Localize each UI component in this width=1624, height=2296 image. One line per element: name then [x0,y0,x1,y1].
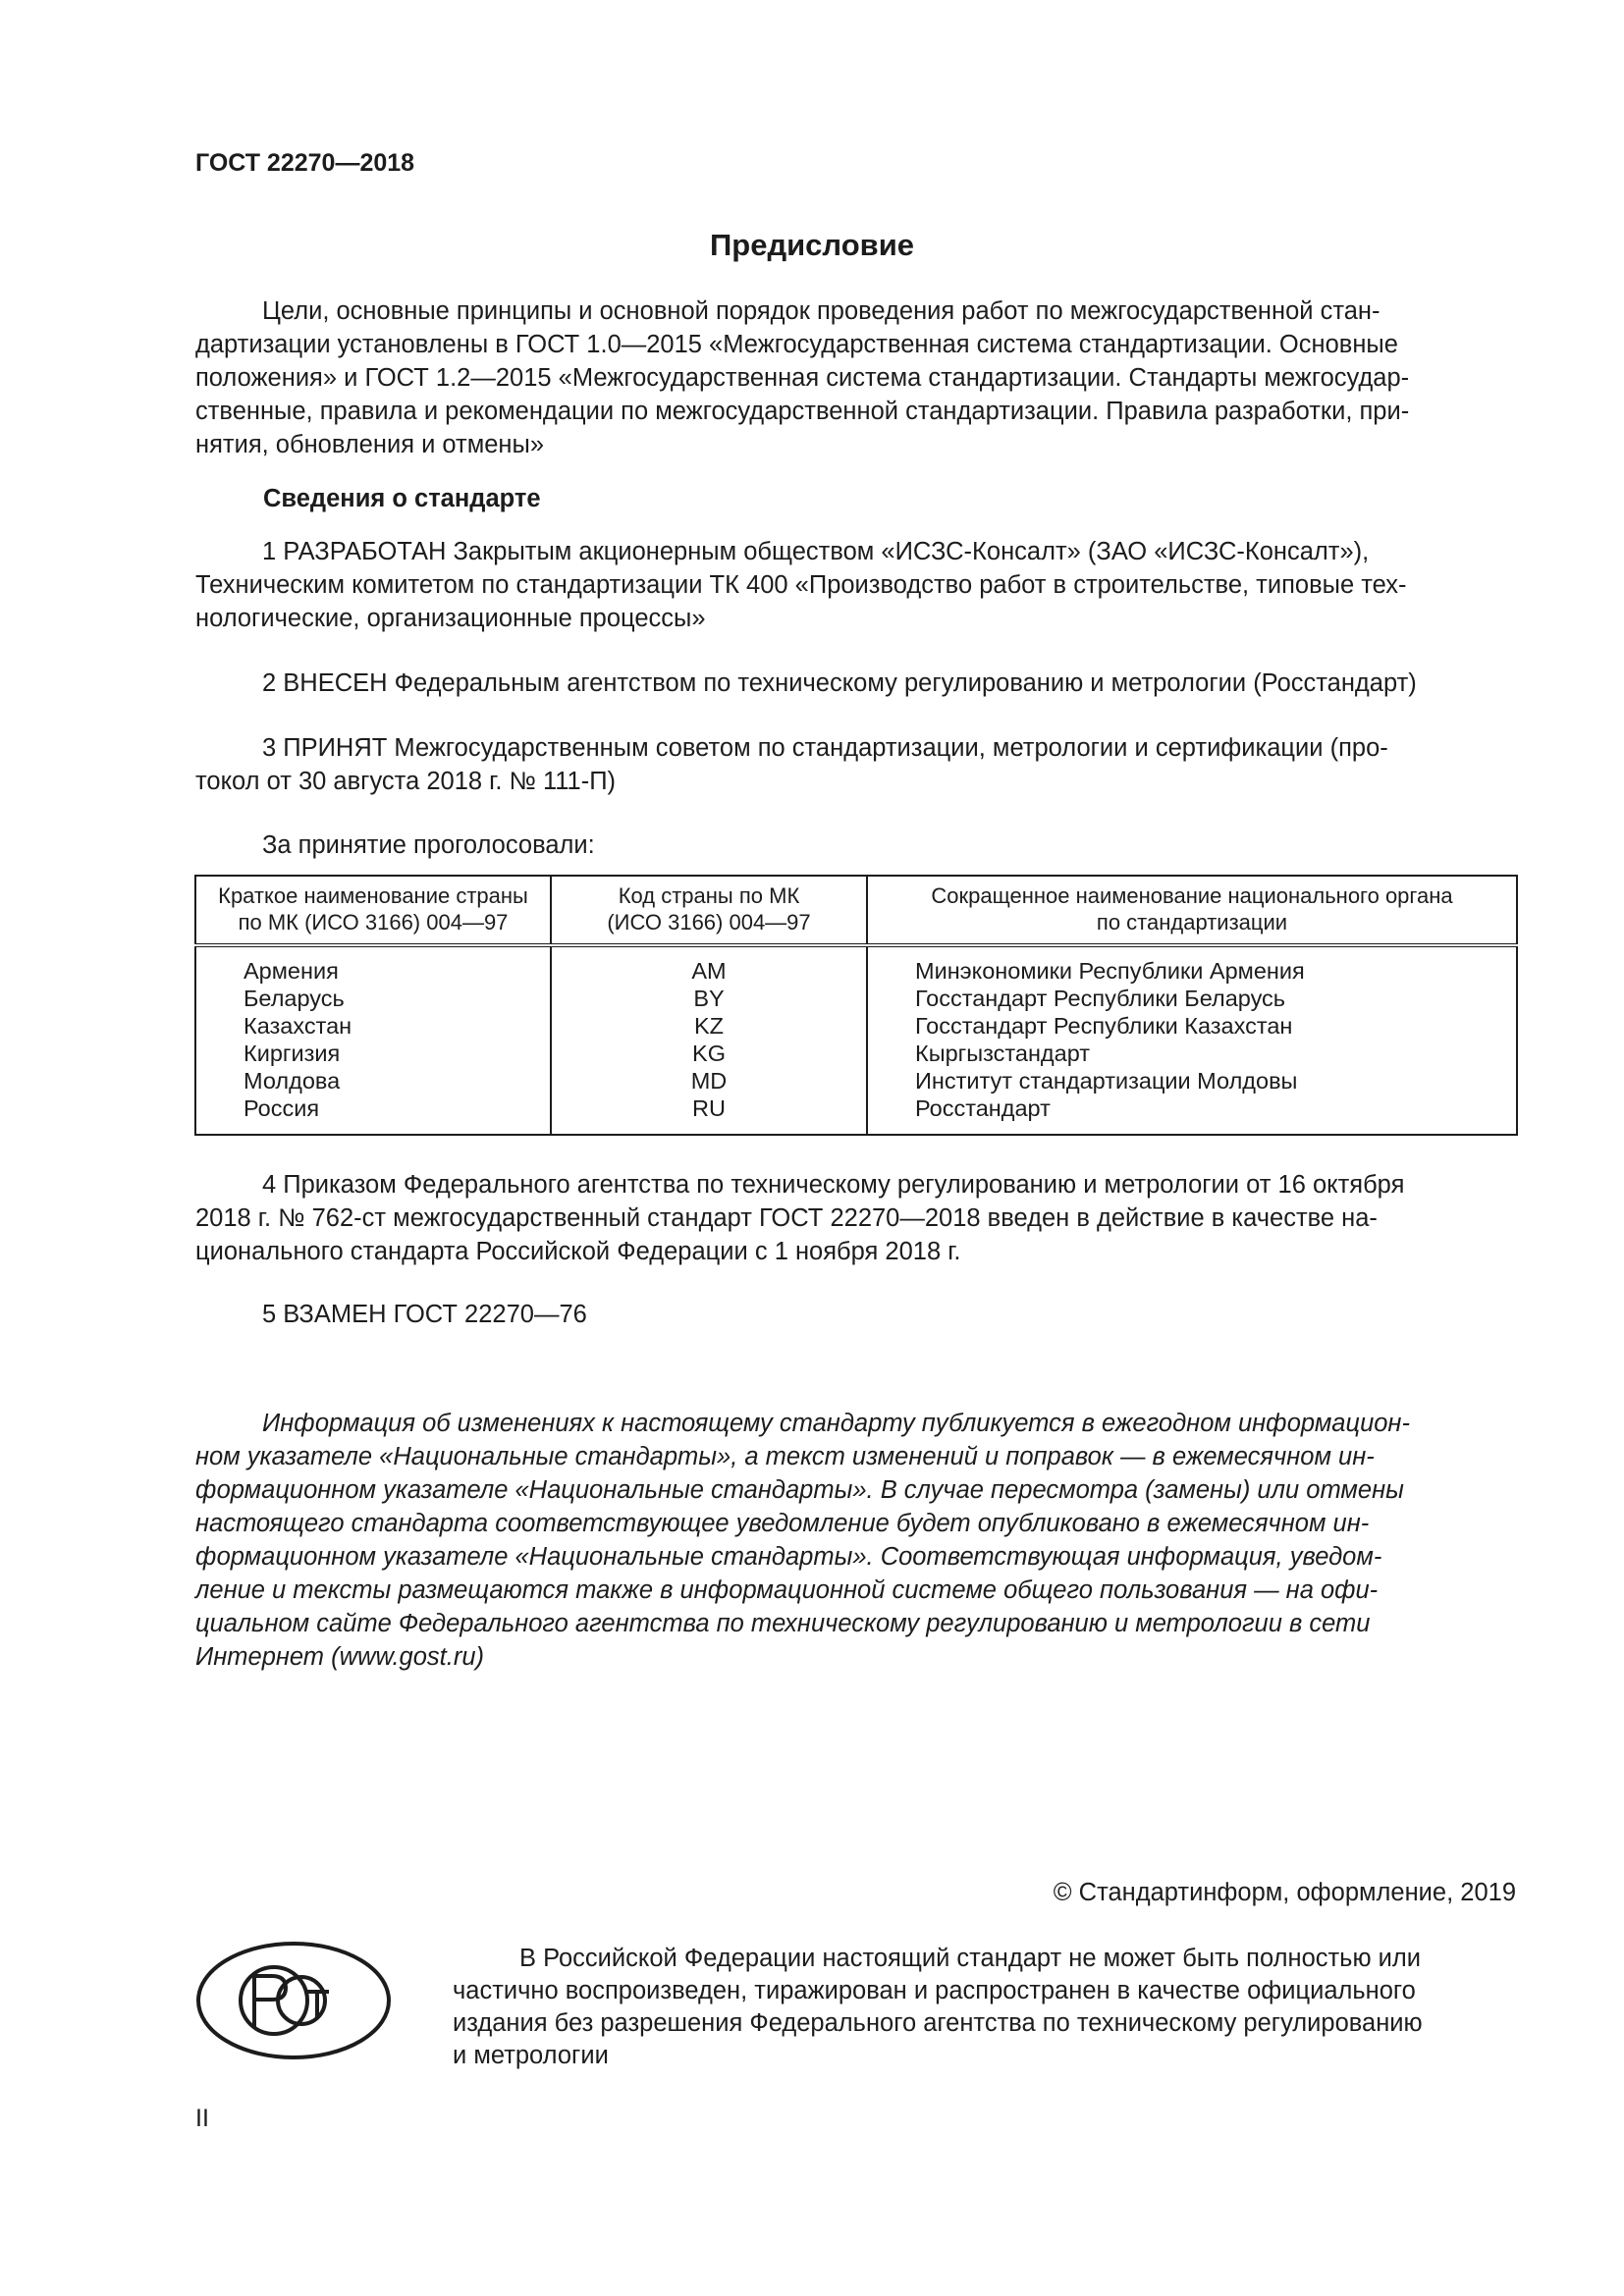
text-line: За принятие проголосовали: [262,831,595,859]
text-line: издания без разрешения Федерального агентства по техническому регулированию [453,2009,1423,2037]
cell-authority: Институт стандартизации Молдовы [867,1067,1517,1095]
cell-country: Армения [195,945,551,985]
copyright-line: © Стандартинформ, оформление, 2019 [1053,1879,1516,1906]
text-line: частично воспроизведен, тиражирован и распространен в качестве официального [453,1977,1416,2004]
text-line: 2018 г. № 762-ст межгосударственный стандарт ГОСТ 22270—2018 введен в действие в качестве на- [195,1204,1378,1232]
table-header-row [195,876,1517,945]
text-line: положения» и ГОСТ 1.2—2015 «Межгосударственная система стандартизации. Стандарты межгосудар- [195,364,1410,392]
item-4 [195,1168,1516,1268]
text-line: формационном указателе «Национальные стандарты». В случае пересмотра (замены) или отмены [195,1476,1404,1504]
cell-authority: Госстандарт Республики Казахстан [867,1012,1517,1040]
header-line: Код страны по МК [618,883,800,908]
cell-code: KG [551,1040,867,1067]
text-line: Цели, основные принципы и основной порядок проведения работ по межгосударственной стан- [262,297,1380,325]
text-line: дартизации установлены в ГОСТ 1.0—2015 «Межгосударственная система стандартизации. Основные [195,331,1398,358]
text-line: 4 Приказом Федерального агентства по техническому регулированию и метрологии от 16 октября [262,1171,1405,1199]
gost-r-certification-mark-icon [195,1941,392,2060]
text-line: 3 ПРИНЯТ Межгосударственным советом по стандартизации, метрологии и сертификации (про- [262,734,1388,762]
cell-country: Россия [195,1095,551,1135]
text-line: токол от 30 августа 2018 г. № 111-П) [195,768,617,795]
cell-authority: Кыргызстандарт [867,1040,1517,1067]
cell-authority: Минэкономики Республики Армения [867,945,1517,985]
page-number: II [195,2105,209,2132]
text-line: нологические, организационные процессы» [195,605,706,632]
cell-code: AM [551,945,867,985]
column-header-country [195,876,551,945]
header-line: (ИСО 3166) 004—97 [607,910,811,934]
text-line: циальном сайте Федерального агентства по техническому регулированию и метрологии в сети [195,1610,1371,1637]
cell-country: Казахстан [195,1012,551,1040]
document-header: ГОСТ 22270—2018 [195,149,415,177]
text-line: ление и тексты размещаются также в информационной системе общего пользования — на офи- [195,1576,1379,1604]
item-2 [195,667,1516,700]
table-row [195,945,1517,985]
text-line: ционального стандарта Российской Федерации с 1 ноября 2018 г. [195,1238,961,1265]
text-line: 1 РАЗРАБОТАН Закрытым акционерным обществом «ИСЗС-Консалт» (ЗАО «ИСЗС-Консалт»), [262,538,1370,565]
header-line: по стандартизации [1096,910,1288,934]
text-line: 2 ВНЕСЕН Федеральным агентством по техническому регулированию и метрологии (Росстандарт) [262,669,1417,697]
amendments-notice [195,1407,1516,1674]
cell-authority: Росстандарт [867,1095,1517,1135]
voting-table [194,875,1518,1136]
text-line: ственные, правила и рекомендации по межгосударственной стандартизации. Правила разработки, при- [195,398,1410,425]
cell-code: RU [551,1095,867,1135]
column-header-code [551,876,867,945]
header-line: Сокращенное наименование национального органа [931,883,1453,908]
item-3 [195,731,1516,798]
intro-paragraph [195,294,1516,461]
table-row [195,985,1517,1012]
table-row [195,1012,1517,1040]
cell-country: Киргизия [195,1040,551,1067]
header-line: Краткое наименование страны [218,883,528,908]
cell-code: KZ [551,1012,867,1040]
text-line: Интернет (www.gost.ru) [195,1643,484,1671]
cell-country: Молдова [195,1067,551,1095]
vote-intro [195,828,1516,862]
item-1 [195,535,1516,635]
item-5 [195,1298,1516,1331]
table-row [195,1067,1517,1095]
header-line: по МК (ИСО 3166) 004—97 [238,910,509,934]
cell-country: Беларусь [195,985,551,1012]
text-line: ном указателе «Национальные стандарты», а текст изменений и поправок — в ежемесячном ин- [195,1443,1375,1470]
text-line: настоящего стандарта соответствующее уведомление будет опубликовано в ежемесячном ин- [195,1510,1370,1537]
cell-authority: Госстандарт Республики Беларусь [867,985,1517,1012]
table-row [195,1095,1517,1135]
text-line: формационном указателе «Национальные стандарты». Соответствующая информация, уведом- [195,1543,1382,1571]
cell-code: MD [551,1067,867,1095]
text-line: нятия, обновления и отмены» [195,431,545,458]
text-line: Техническим комитетом по стандартизации ТК 400 «Производство работ в строительстве, типовые тех- [195,571,1407,599]
text-line: и метрологии [453,2042,609,2069]
text-line: Информация об изменениях к настоящему стандарту публикуется в ежегодном информацион- [262,1410,1410,1437]
cell-code: BY [551,985,867,1012]
section-heading: Сведения о стандарте [263,485,541,512]
text-line: 5 ВЗАМЕН ГОСТ 22270—76 [262,1301,587,1328]
reproduction-rights-notice [453,1943,1516,2072]
text-line: В Российской Федерации настоящий стандарт не может быть полностью или [519,1945,1422,1972]
table-row [195,1040,1517,1067]
page-title: Предисловие [709,228,914,262]
column-header-authority [867,876,1517,945]
